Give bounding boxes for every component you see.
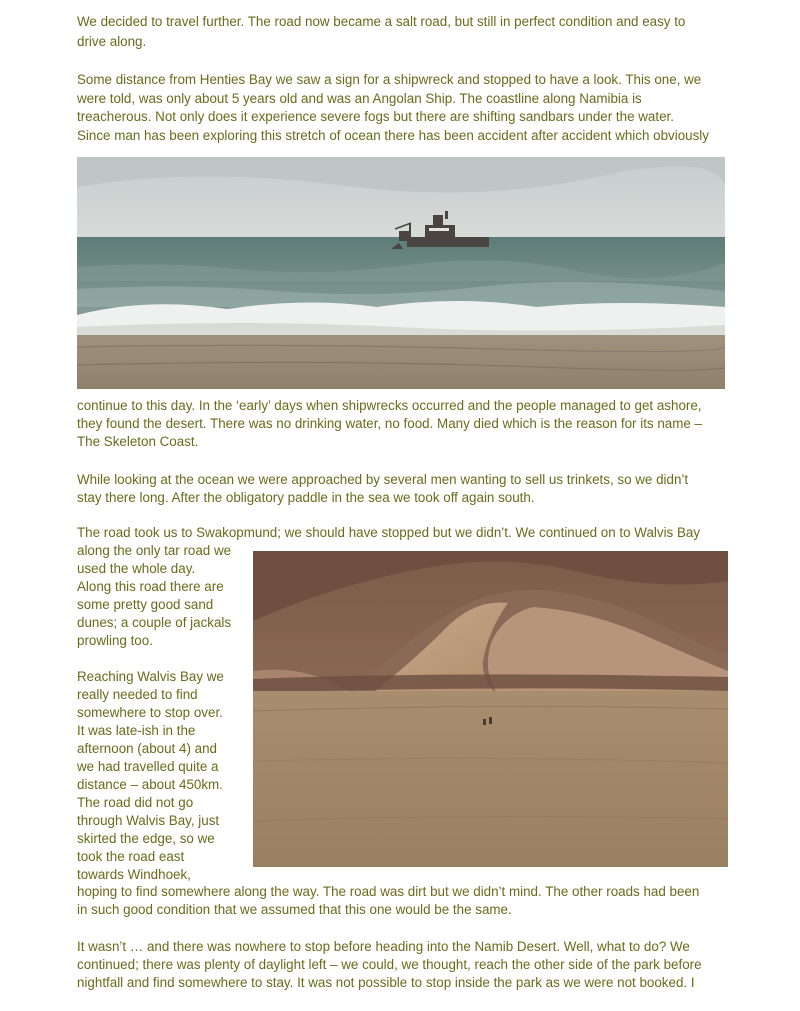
text-line: prowling too. bbox=[77, 633, 153, 648]
text-line: hoping to find somewhere along the way. The road was dirt but we didn’t mind. The other roads had been bbox=[77, 884, 700, 899]
text-line: really needed to find bbox=[77, 687, 198, 702]
text-line: treacherous. Not only does it experience severe fogs but there are shifting sandbars under the water. bbox=[77, 109, 674, 124]
text-line: It wasn’t … and there was nowhere to stop before heading into the Namib Desert. Well, what to do? We bbox=[77, 939, 690, 954]
text-line: The road did not go bbox=[77, 795, 194, 810]
text-line: We decided to travel further. The road now became a salt road, but still in perfect condition and easy to bbox=[77, 14, 686, 29]
text-line: in such good condition that we assumed that this one would be the same. bbox=[77, 902, 512, 917]
text-line: afternoon (about 4) and bbox=[77, 741, 217, 756]
text-line: Along this road there are bbox=[77, 579, 224, 594]
text-line: continued; there was plenty of daylight left – we could, we thought, reach the other side of the park before bbox=[77, 957, 702, 972]
text-line: Reaching Walvis Bay we bbox=[77, 669, 224, 684]
text-line: The Skeleton Coast. bbox=[77, 434, 199, 449]
text-line: Some distance from Henties Bay we saw a sign for a shipwreck and stopped to have a look. This one, we bbox=[77, 72, 702, 87]
sand-dune-photo bbox=[253, 551, 728, 867]
text-line: somewhere to stop over. bbox=[77, 705, 223, 720]
text-line: took the road east bbox=[77, 849, 185, 864]
text-line: skirted the edge, so we bbox=[77, 831, 215, 846]
text-line: along the only tar road we bbox=[77, 543, 232, 558]
text-line: It was late-ish in the bbox=[77, 723, 196, 738]
text-line: they found the desert. There was no drinking water, no food. Many died which is the reason for its name – bbox=[77, 416, 703, 431]
text-line: nightfall and find somewhere to stay. It was not possible to stop inside the park as we were not booked. I bbox=[77, 975, 695, 990]
text-line: dunes; a couple of jackals bbox=[77, 615, 232, 630]
text-line: distance – about 450km. bbox=[77, 777, 223, 792]
text-line: drive along. bbox=[77, 34, 147, 49]
text-line: we had travelled quite a bbox=[77, 759, 219, 774]
shipwreck-photo bbox=[77, 157, 725, 389]
text-line: stay there long. After the obligatory paddle in the sea we took off again south. bbox=[77, 490, 535, 505]
text-line: some pretty good sand bbox=[77, 597, 214, 612]
text-line: used the whole day. bbox=[77, 561, 196, 576]
text-line: continue to this day. In the ‘early’ days when shipwrecks occurred and the people managed to get ashore, bbox=[77, 398, 702, 413]
text-line: Since man has been exploring this stretch of ocean there has been accident after accident which obviously bbox=[77, 128, 709, 143]
text-line: While looking at the ocean we were approached by several men wanting to sell us trinkets, so we didn’t bbox=[77, 472, 689, 487]
text-line: towards Windhoek, bbox=[77, 867, 191, 882]
text-line: The road took us to Swakopmund; we should have stopped but we didn’t. We continued on to Walvis Bay bbox=[77, 525, 701, 540]
text-line: were told, was only about 5 years old and was an Angolan Ship. The coastline along Namibia is bbox=[77, 91, 642, 106]
text-line: through Walvis Bay, just bbox=[77, 813, 220, 828]
